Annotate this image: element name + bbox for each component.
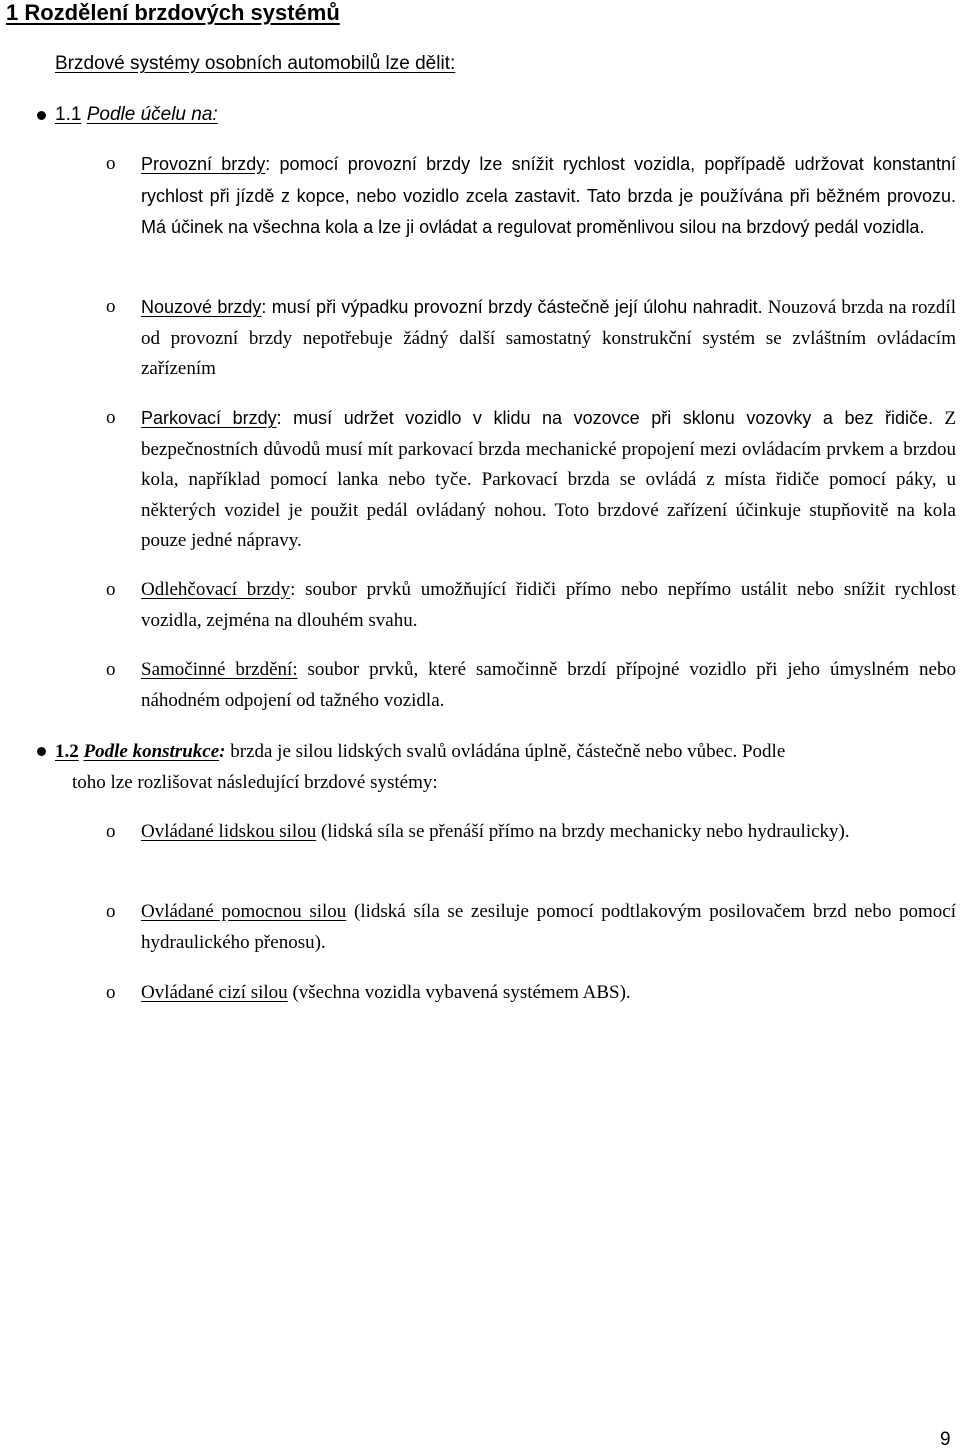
list-marker: o [106,579,116,600]
list-item-nouzove [141,292,956,385]
bullet-icon [37,111,46,120]
text-provozni-b: Má účinek na všechna kola a lze ji ovládat a regulovat proměnlivou silou na brzdový pedál vozidla. [141,217,925,237]
term-parkovaci: Parkovací brzdy [141,408,277,428]
list-item-pomocnou [141,897,956,958]
term-lidskou: Ovládané lidskou silou [141,821,317,842]
text-cizi: (všechna vozidla vybavená systémem ABS). [287,982,631,1003]
bullet-icon [37,747,46,756]
list-marker: o [106,407,116,428]
section-1-number: 1.1 [55,104,82,125]
section-2-label: Podle konstrukce [83,741,220,762]
list-item-lidskou [141,817,956,848]
term-cizi: Ovládané cizí silou [141,982,288,1003]
list-marker: o [106,296,116,317]
section-1-heading [55,100,218,130]
text-parkovaci-b: Z bezpečnostních důvodů musí mít parkovací brzda mechanické propojení mezi ovládacím prvkem a brzdou kola, například pomocí lanka nebo tyče. Parkovací brzda se ovládá z místa řidiče pomocí páky, u některých vozidel je použit pedál ovládaný nohou. Toto brzdové zařízení účinkuje stupňovitě na kola pouze jedné nápravy. [141,408,956,551]
term-nouzove: Nouzové brzdy [141,297,262,317]
section-2-number: 1.2 [55,741,79,762]
section-2-colon: : [219,741,226,762]
list-marker: o [106,821,116,842]
list-item-provozni [141,149,956,244]
section-2-paragraph [55,736,956,798]
text-provozni-a: : pomocí provozní brzdy lze snížit rychlost vozidla, popřípadě udržovat konstantní rychlost při jízdě z kopce, nebo vozidlo zcela zastavit. Tato brzda je používána při běžném provozu. [141,154,956,206]
list-item-parkovaci [141,403,956,557]
section-1-label: Podle účelu na: [86,104,218,125]
text-parkovaci-a: : musí udržet vozidlo v klidu na vozovce při sklonu vozovky a bez řidiče. [276,408,934,428]
text-nouzove-a: : musí při výpadku provozní brzdy částečně její úlohu nahradit. [261,297,763,317]
list-marker: o [106,982,116,1003]
list-item-odlehcovaci [141,575,956,636]
page-heading: 1 Rozdělení brzdových systémů [6,0,340,25]
text-samocinne: soubor prvků, které samočinně brzdí přípojné vozidlo při jeho úmyslném nebo náhodném odpojení od tažného vozidla. [141,659,956,711]
list-item-cizi [141,978,956,1009]
text-lidskou: (lidská síla se přenáší přímo na brzdy mechanicky nebo hydraulicky). [316,821,850,842]
page-number: 9 [940,1429,951,1450]
section-2-text-b: toho lze rozlišovat následující brzdové systémy: [72,772,438,793]
list-marker: o [106,901,116,922]
term-provozni: Provozní brzdy [141,154,266,174]
term-odlehcovaci: Odlehčovací brzdy [141,579,291,600]
intro-text: Brzdové systémy osobních automobilů lze dělit: [55,53,456,74]
term-samocinne: Samočinné brzdění: [141,659,298,680]
section-2-text-a: brzda je silou lidských svalů ovládána úplně, částečně nebo vůbec. Podle [225,741,786,762]
text-pomocnou: (lidská síla se zesiluje pomocí podtlakovým posilovačem brzd nebo pomocí hydraulického přenosu). [141,901,956,953]
list-marker: o [106,153,116,174]
text-odlehcovaci: : soubor prvků umožňující řidiči přímo nebo nepřímo ustálit nebo snížit rychlost vozidla, zejména na dlouhém svahu. [141,579,956,631]
list-item-samocinne [141,655,956,716]
text-nouzove-b: Nouzová brzda na rozdíl od provozní brzdy nepotřebuje žádný další samostatný konstrukční systém se zvláštním ovládacím zařízením [141,297,956,379]
list-marker: o [106,659,116,680]
term-pomocnou: Ovládané pomocnou silou [141,901,347,922]
